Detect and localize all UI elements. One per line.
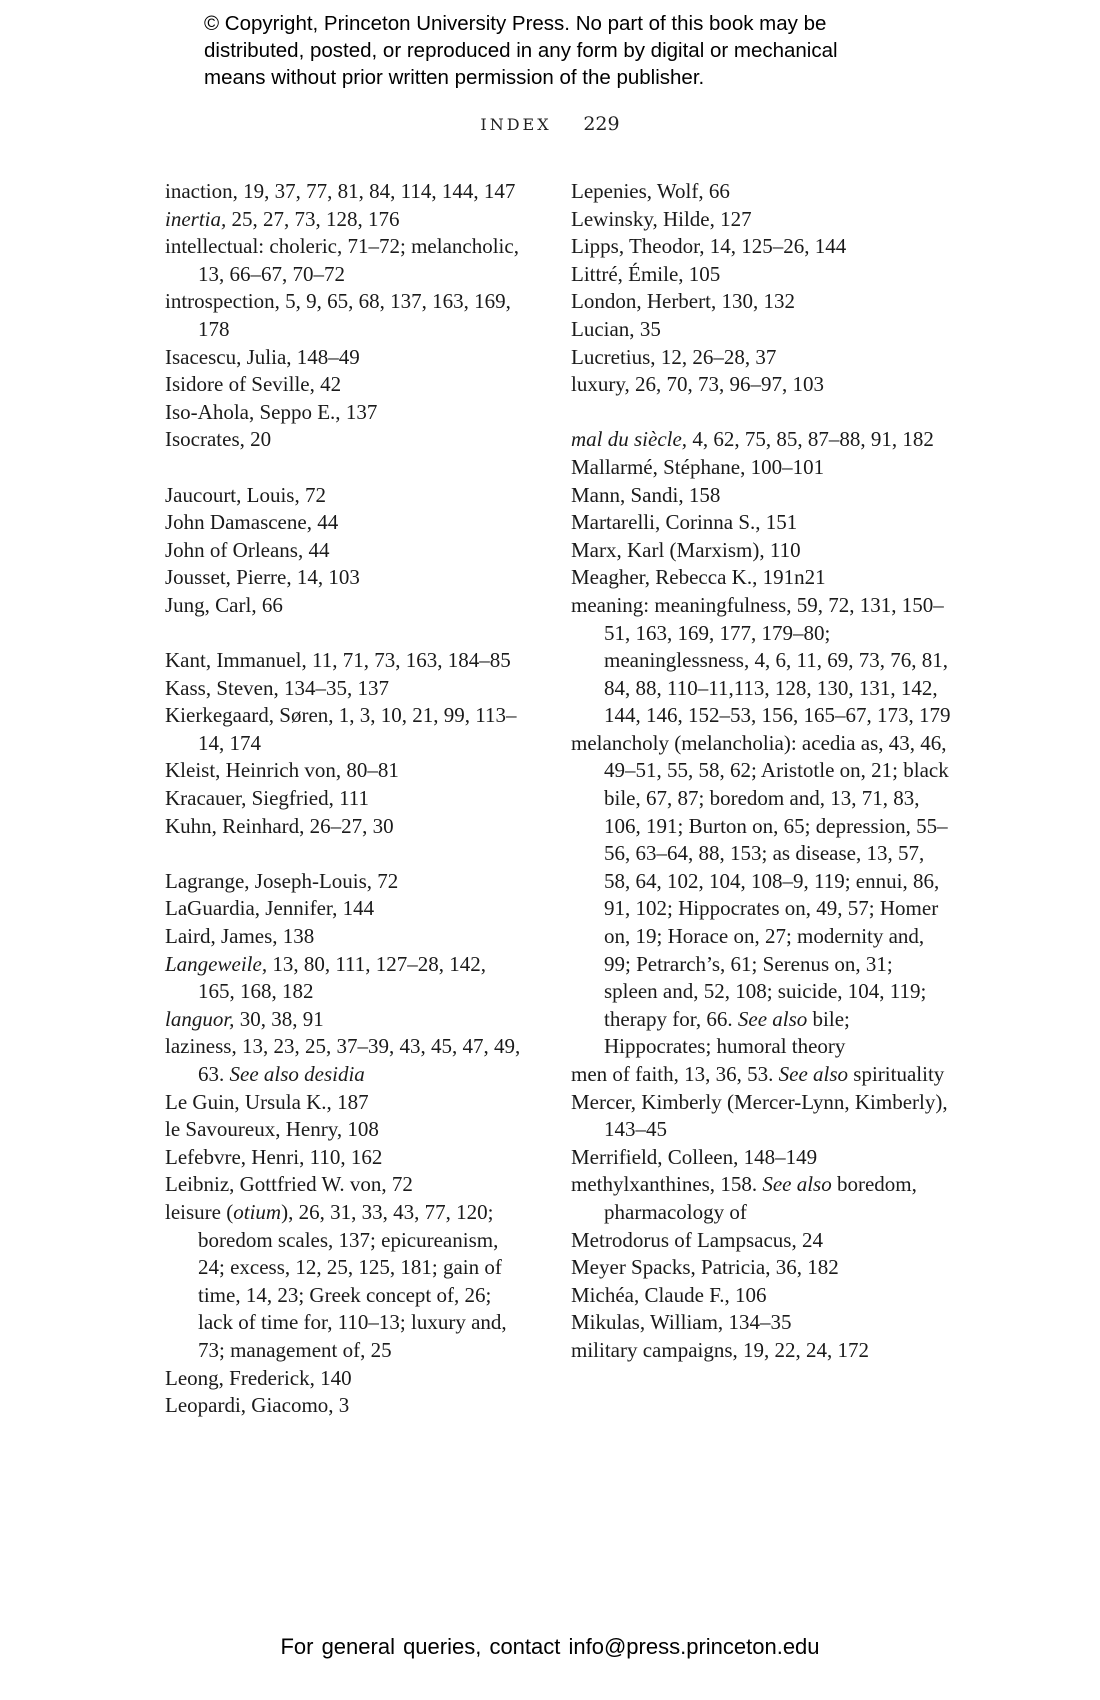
entry-heading: methylxanthines, — [571, 1172, 716, 1197]
entry-refs: 30, 38, 91 — [234, 1006, 324, 1031]
index-entry — [571, 288, 951, 316]
entry-heading: Jousset, Pierre, — [165, 565, 292, 590]
index-letter-gap — [571, 399, 951, 427]
entry-heading: Lepenies, Wolf, — [571, 179, 704, 203]
entry-refs: 138 — [277, 924, 315, 949]
entry-heading: London, Herbert, — [571, 289, 717, 314]
entry-refs: meaningfulness, 59, 72, 131, 150–51, 163, 169, 177, 179–80; meaninglessness, 4, 6, 11, 69, 73, 76, 81, 84, 88, 110–11,113, 128, 130, 131, 142, 144, 146, 152–53, 156, 165–67, 173, 179 — [604, 592, 951, 728]
index-entry — [165, 1033, 525, 1088]
entry-heading: luxury, — [571, 372, 630, 397]
entry-heading: melancholy (melancholia): — [571, 730, 797, 755]
entry-refs: 127 — [714, 206, 752, 231]
entry-refs: choleric, 71–72; melancholic, 13, 66–67, 70–72 — [198, 234, 519, 286]
copyright-notice — [204, 10, 924, 91]
entry-refs: 13, 80, 111, 127–28, 142, 165, 168, 182 — [198, 951, 487, 1004]
entry-refs: 111 — [333, 786, 370, 811]
index-entry — [165, 895, 525, 923]
entry-refs: 36, 182 — [770, 1255, 839, 1280]
entry-heading: intellectual: — [165, 234, 265, 259]
entry-refs: 140 — [314, 1365, 352, 1390]
index-entry — [571, 261, 951, 289]
entry-refs: 100–101 — [745, 454, 825, 479]
entry-refs: 134–35 — [723, 1310, 792, 1335]
entry-refs: 35 — [634, 316, 661, 341]
entry-refs: 143–45 — [604, 1117, 667, 1142]
entry-heading: Iso-Ahola, Seppo E., — [165, 399, 341, 424]
index-entry — [571, 730, 951, 1061]
index-entry — [571, 344, 951, 372]
index-entry — [165, 813, 525, 841]
entry-heading: Mikulas, William, — [571, 1310, 724, 1335]
copyright-line: © Copyright, Princeton University Press. No part of this book may be — [204, 12, 827, 35]
index-entry — [165, 288, 525, 343]
entry-see-also: See also — [773, 1062, 849, 1086]
entry-refs: 80–81 — [341, 758, 399, 783]
entry-heading: laziness, — [165, 1034, 237, 1059]
index-entry — [571, 233, 951, 261]
entry-heading: Martarelli, Corinna S., — [571, 510, 761, 535]
footer-contact: For general queries, contact info@press.princeton.edu — [280, 1634, 820, 1659]
entry-refs: 26, 31, 33, 43, 77, 120; boredom scales, 137; epicureanism, 24; excess, 12, 25, 125, 181; gain of time, 14, 23; Greek concept of, 26; lack of time for, 110–13; luxury and, 73; management of, 25 — [198, 1199, 507, 1362]
entry-heading-italic: otium — [233, 1199, 282, 1224]
entry-refs: 26–27, 30 — [304, 813, 394, 838]
entry-refs: 148–149 — [738, 1144, 818, 1169]
index-entry — [571, 1254, 951, 1282]
entry-heading: Kant, Immanuel, — [165, 648, 307, 673]
index-entry — [571, 426, 951, 454]
copyright-line: distributed, posted, or reproduced in any form by digital or mechanical — [204, 39, 838, 62]
index-entry — [165, 1006, 525, 1034]
index-entry — [165, 1116, 525, 1144]
entry-heading: Leopardi, Giacomo, — [165, 1393, 334, 1418]
entry-heading: Meagher, Rebecca K., — [571, 565, 758, 590]
entry-refs: 158 — [683, 482, 721, 507]
index-letter-gap — [165, 454, 525, 482]
entry-heading: Lucretius, — [571, 344, 656, 369]
index-entry — [165, 785, 525, 813]
index-entry — [571, 509, 951, 537]
index-entry — [165, 647, 525, 675]
entry-refs: 44 — [311, 510, 339, 535]
entry-refs: 108 — [342, 1117, 379, 1142]
index-entry — [165, 233, 525, 288]
index-entry — [571, 454, 951, 482]
entry-heading-italic: Langeweile, — [165, 951, 268, 976]
index-entry — [165, 537, 525, 565]
running-head-label: INDEX — [480, 115, 552, 134]
entry-refs: 4, 62, 75, 85, 87–88, 91, 182 — [687, 427, 934, 452]
entry-refs: spirituality — [848, 1062, 945, 1086]
entry-refs: 110, 162 — [304, 1144, 383, 1169]
entry-refs: 25, 27, 73, 128, 176 — [226, 206, 400, 231]
entry-heading: Kleist, Heinrich von, — [165, 758, 342, 783]
index-entry — [165, 675, 525, 703]
entry-refs: 13, 36, 53. — [678, 1062, 774, 1086]
index-entry — [571, 592, 951, 730]
entry-heading: Jaucourt, Louis, — [165, 482, 300, 507]
index-entry — [165, 426, 525, 454]
entry-refs: 14, 103 — [291, 565, 360, 590]
index-entry — [165, 868, 525, 896]
index-entry — [165, 1365, 525, 1393]
index-entry — [571, 1144, 951, 1172]
entry-heading: John of Orleans, — [165, 537, 304, 562]
entry-refs: 191n21 — [757, 565, 826, 590]
entry-heading: Meyer Spacks, Patricia, — [571, 1255, 771, 1280]
index-entry — [165, 1089, 525, 1117]
entry-heading: ), — [281, 1199, 294, 1224]
entry-heading-italic: inertia, — [165, 206, 227, 231]
index-entry — [165, 564, 525, 592]
entry-refs: 66 — [703, 179, 730, 203]
index-entry — [165, 702, 525, 757]
entry-heading: Isocrates, — [165, 427, 245, 452]
entry-heading: Merrifield, Colleen, — [571, 1144, 739, 1169]
entry-refs: 72 — [299, 482, 326, 507]
entry-refs: 14, 125–26, 144 — [704, 234, 847, 259]
entry-heading: le Savoureux, Henry, — [165, 1117, 343, 1142]
entry-refs: acedia as, 43, 46, 49–51, 55, 58, 62; Aristotle on, 21; black bile, 67, 87; boredom and, 13, 71, 83, 106, 191; Burton on, 65; depression, 55–56, 63–64, 88, 153; as disease, 13, 57, 58, 64, 102, 104, 108–9, 119; ennui, 86, 91, 102; Hippocrates on, 49, 57; Homer on, 19; Horace on, 27; modernity and, 99; Petrarch’s, 61; Serenus on, 31; spleen and, 52, 108; suicide, 104, 119; therapy for, 66. — [604, 730, 949, 1031]
entry-heading: Mann, Sandi, — [571, 482, 684, 507]
index-entry — [571, 537, 951, 565]
entry-heading: Mallarmé, Stéphane, — [571, 454, 746, 479]
entry-see-also: See also desidia — [224, 1062, 365, 1086]
entry-heading: John Damascene, — [165, 510, 312, 535]
index-letter-gap — [165, 620, 525, 648]
index-entry — [571, 1282, 951, 1310]
entry-refs: 134–35, 137 — [278, 675, 389, 700]
index-entry — [571, 1089, 951, 1144]
entry-refs: 187 — [331, 1089, 369, 1114]
entry-heading: Isidore of Seville, — [165, 372, 315, 397]
index-entry — [571, 1171, 951, 1226]
index-entry — [165, 371, 525, 399]
index-entry — [165, 592, 525, 620]
entry-refs: bile; Hippocrates; humoral theory — [604, 1006, 850, 1059]
index-entry — [571, 178, 951, 206]
entry-heading: Jung, Carl, — [165, 592, 257, 617]
entry-refs: 158. — [715, 1172, 758, 1197]
entry-refs: 3 — [333, 1393, 350, 1418]
index-entry — [571, 1227, 951, 1255]
entry-heading: introspection, — [165, 289, 280, 314]
index-entry — [165, 482, 525, 510]
index-entry — [165, 1144, 525, 1172]
entry-refs: 72 — [372, 868, 399, 893]
entry-heading: men of faith, — [571, 1062, 679, 1086]
index-entry — [165, 178, 525, 206]
index-entry — [165, 344, 525, 372]
index-entry — [571, 316, 951, 344]
index-entry — [165, 1171, 525, 1199]
entry-refs: 144 — [337, 896, 375, 921]
index-entry — [571, 1309, 951, 1337]
entry-heading: Lagrange, Joseph-Louis, — [165, 868, 373, 893]
entry-heading: meaning: — [571, 592, 650, 617]
entry-see-also: See also — [757, 1172, 832, 1197]
entry-refs: 148–49 — [291, 344, 360, 369]
index-entry — [571, 371, 951, 399]
entry-refs: 72 — [386, 1172, 413, 1197]
entry-refs: 130, 132 — [716, 289, 795, 314]
entry-refs: 137 — [340, 399, 378, 424]
index-entry — [165, 951, 525, 1006]
index-entry — [165, 509, 525, 537]
entry-heading-italic: mal du siècle, — [571, 427, 688, 452]
entry-refs: 19, 37, 77, 81, 84, 114, 144, 147 — [237, 179, 516, 203]
entry-refs: 105 — [683, 261, 721, 286]
entry-refs: 26, 70, 73, 96–97, 103 — [629, 372, 824, 397]
entry-heading: Kracauer, Siegfried, — [165, 786, 334, 811]
index-entry — [165, 1199, 525, 1365]
entry-refs: 110 — [764, 537, 801, 562]
entry-refs: 24 — [796, 1227, 823, 1252]
entry-heading: Leibniz, Gottfried W. von, — [165, 1172, 387, 1197]
entry-heading: Littré, Émile, — [571, 261, 684, 286]
index-entry — [571, 1337, 951, 1365]
entry-heading: inaction, — [165, 179, 238, 203]
entry-heading: leisure ( — [165, 1199, 234, 1224]
entry-heading: Le Guin, Ursula K., — [165, 1089, 332, 1114]
index-entry — [165, 206, 525, 234]
index-entry — [165, 757, 525, 785]
page-number: 229 — [583, 113, 620, 135]
entry-heading: Kass, Steven, — [165, 675, 279, 700]
entry-refs: 19, 22, 24, 172 — [737, 1337, 870, 1362]
entry-heading: Mercer, Kimberly (Mercer-Lynn, Kimberly), — [571, 1089, 948, 1114]
entry-refs: 42 — [314, 372, 342, 397]
entry-heading-italic: languor, — [165, 1006, 235, 1031]
entry-refs: 20 — [244, 427, 272, 452]
entry-refs: 12, 26–28, 37 — [655, 344, 777, 369]
entry-heading: Laird, James, — [165, 924, 278, 949]
index-column-left — [165, 178, 525, 1420]
entry-heading: military campaigns, — [571, 1337, 738, 1362]
index-letter-gap — [165, 840, 525, 868]
index-entry — [571, 1061, 951, 1089]
entry-refs: 106 — [729, 1282, 767, 1307]
entry-heading: Michéa, Claude F., — [571, 1282, 730, 1307]
entry-refs: 151 — [760, 510, 798, 535]
index-column-right — [571, 178, 951, 1365]
entry-heading: Lucian, — [571, 316, 635, 341]
entry-refs: 66 — [256, 592, 283, 617]
entry-refs: 1, 3, 10, 21, 99, 113–14, 174 — [198, 703, 517, 755]
entry-heading: Kierkegaard, Søren, — [165, 703, 334, 728]
entry-refs: 11, 71, 73, 163, 184–85 — [306, 648, 511, 673]
index-entry — [165, 399, 525, 427]
index-entry — [571, 482, 951, 510]
index-entry — [165, 1392, 525, 1420]
index-entry — [571, 564, 951, 592]
entry-heading: Lipps, Theodor, — [571, 234, 705, 259]
entry-heading: LaGuardia, Jennifer, — [165, 896, 338, 921]
footer — [0, 1634, 1100, 1660]
entry-heading: Isacescu, Julia, — [165, 344, 292, 369]
entry-refs: 5, 9, 65, 68, 137, 163, 169, 178 — [198, 289, 511, 341]
entry-heading: Kuhn, Reinhard, — [165, 813, 305, 838]
running-head — [0, 113, 1100, 135]
entry-heading: Marx, Karl (Marxism), — [571, 537, 765, 562]
entry-heading: Leong, Frederick, — [165, 1365, 315, 1390]
index-entry — [165, 923, 525, 951]
entry-refs: 13, 23, 25, 37–39, 43, 45, 47, 49, 63. — [198, 1034, 521, 1086]
entry-heading: Lewinsky, Hilde, — [571, 206, 715, 231]
entry-heading: Lefebvre, Henri, — [165, 1144, 305, 1169]
entry-see-also: See also — [732, 1006, 808, 1031]
entry-heading: Metrodorus of Lampsacus, — [571, 1227, 797, 1252]
copyright-line: means without prior written permission of the publisher. — [204, 66, 705, 89]
index-entry — [571, 206, 951, 234]
entry-refs: 44 — [303, 537, 330, 562]
entry-refs: boredom, pharmacology of — [604, 1172, 917, 1224]
